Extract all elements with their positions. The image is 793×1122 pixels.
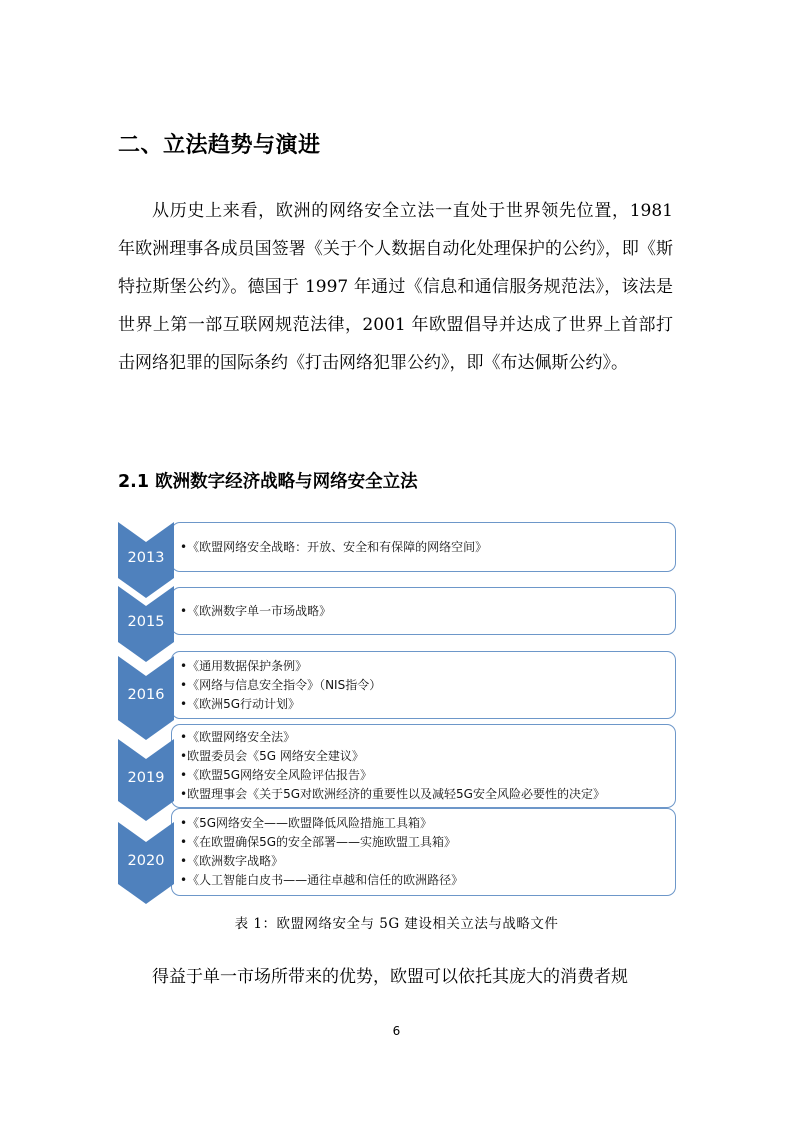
- timeline-entry-2019: [171, 724, 676, 808]
- timeline-entry-2020: [171, 808, 676, 896]
- timeline-item: •欧盟委员会《5G 网络安全建议》: [180, 749, 364, 763]
- timeline-item: •欧盟理事会《关于5G对欧洲经济的重要性以及减轻5G安全风险必要性的决定》: [180, 787, 605, 801]
- year-label-2019: 2019: [127, 770, 165, 786]
- timeline-item: •《5G网络安全——欧盟降低风险措施工具箱》: [180, 816, 433, 830]
- timeline-entry-2013: [171, 522, 676, 572]
- trailing-paragraph: 得益于单一市场所带来的优势，欧盟可以依托其庞大的消费者规: [152, 967, 628, 987]
- timeline-item: •《在欧盟确保5G的安全部署——实施欧盟工具箱》: [180, 835, 457, 849]
- timeline-item: •《网络与信息安全指令》（NIS指令）: [180, 677, 382, 692]
- year-label-2016: 2016: [127, 687, 165, 703]
- timeline-item: •《欧洲5G行动计划》: [180, 696, 301, 711]
- timeline-item: •《欧洲数字战略》: [180, 854, 284, 868]
- page-number: 6: [392, 1024, 401, 1038]
- timeline-item: •《欧盟网络安全法》: [180, 730, 296, 744]
- section-heading: 二、立法趋势与演进: [118, 133, 321, 158]
- timeline-item: •《欧盟网络安全战略：开放、安全和有保障的网络空间》: [180, 539, 488, 554]
- subsection-heading: 2.1 欧洲数字经济战略与网络安全立法: [118, 472, 418, 492]
- year-label-2015: 2015: [127, 614, 165, 630]
- table-caption: 表 1：欧盟网络安全与 5G 建设相关立法与战略文件: [234, 916, 559, 932]
- intro-paragraph: 从历史上来看，欧洲的网络安全立法一直处于世界领先位置，1981 年欧洲理事各成员国签署《关于个人数据自动化处理保护的公约》，即《斯特拉斯堡公约》。德国于 1997 年通过《信息和通信服务规范法》，该法是世界上第一部互联网规范法律，2001 年欧盟倡导并达成了世界上首部打击网络犯罪的国际条约《打击网络犯罪公约》，即《布达佩斯公约》。: [118, 201, 673, 373]
- year-label-2013: 2013: [127, 550, 165, 566]
- timeline-item: •《欧盟5G网络安全风险评估报告》: [180, 768, 373, 782]
- timeline-item: •《欧洲数字单一市场战略》: [180, 603, 332, 618]
- year-label-2020: 2020: [127, 853, 165, 869]
- timeline-entry-2015: [171, 587, 676, 635]
- timeline-entry-2016: [171, 651, 676, 719]
- timeline-item: •《人工智能白皮书——通往卓越和信任的欧洲路径》: [180, 873, 464, 887]
- timeline-item: •《通用数据保护条例》: [180, 658, 308, 673]
